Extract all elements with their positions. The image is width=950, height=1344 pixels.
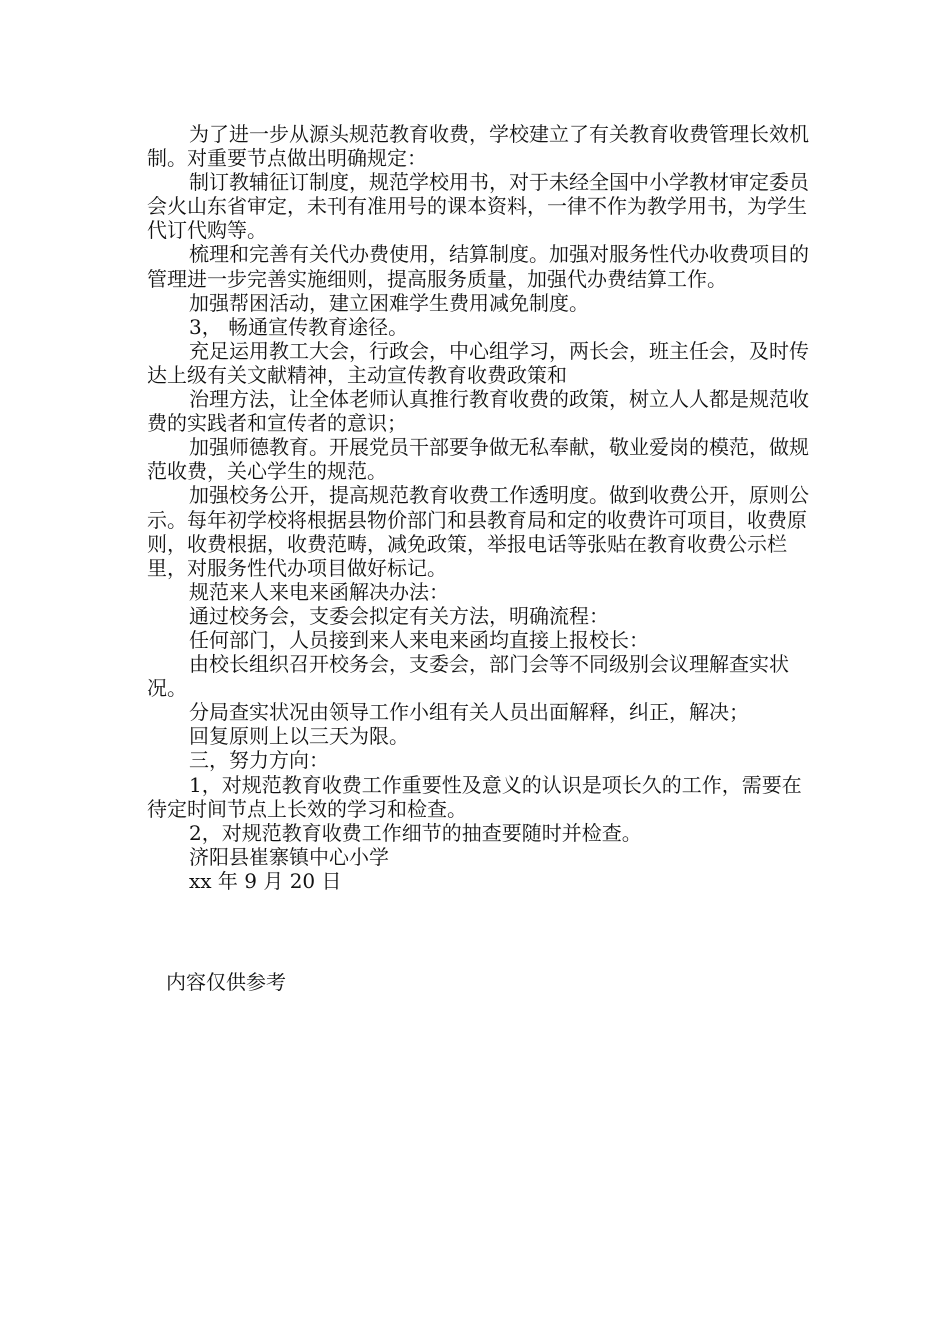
document-body: [147, 122, 819, 893]
paragraph-governance: 治理方法，让全体老师认真推行教育收费的政策，树立人人都是规范收费的实践者和宣传者的意识；: [147, 387, 809, 436]
paragraph-transparency: 加强校务公开，提高规范教育收费工作透明度。做到收费公开，原则公示。每年初学校将根据县物价部门和县教育局和定的收费许可项目，收费原则，收费根据，收费范畴，减免政策，举报电话等张贴在教育收费公示栏里，对服务性代办项目做好标记。: [147, 483, 809, 580]
paragraph-inquiry-handling: 规范来人来电来函解决办法：: [189, 579, 449, 604]
paragraph-report-principal: 任何部门，人员接到来人来电来函均直接上报校长：: [189, 627, 649, 652]
paragraph-poverty-aid: 加强帮困活动，建立困难学生费用减免制度。: [189, 290, 589, 315]
paragraph-direction-1: 1，对规范教育收费工作重要性及意义的认识是项长久的工作，需要在待定时间节点上长效的学习和检查。: [147, 772, 802, 821]
paragraph-reply-deadline: 回复原则上以三天为限。: [189, 724, 409, 749]
paragraph-principal-meeting: 由校长组织召开校务会，支委会，部门会等不同级别会议理解查实状况。: [147, 652, 789, 701]
paragraph-textbook-ordering: 制订教辅征订制度，规范学校用书，对于未经全国中小学教材审定委员会火山东省审定，未刊有准用号的课本资料，一律不作为教学用书，为学生代订代购等。: [147, 170, 809, 243]
signature-school: 济阳县崔寨镇中心小学: [189, 844, 389, 869]
paragraph-section-heading-direction: 三，努力方向：: [189, 748, 329, 773]
paragraph-direction-2: 2，对规范教育收费工作细节的抽查要随时并检查。: [189, 820, 642, 845]
paragraph-meetings: 充足运用教工大会，行政会，中心组学习，两长会，班主任会，及时传达上级有关文献精神，主动宣传教育收费政策和: [147, 338, 809, 387]
paragraph-explanation: 分局查实状况由领导工作小组有关人员出面解释，纠正，解决；: [189, 700, 749, 725]
paragraph-section-3-heading: 3， 畅通宣传教育途径。: [189, 314, 409, 339]
paragraph-process: 通过校务会，支委会拟定有关方法，明确流程：: [189, 603, 609, 628]
paragraph-teacher-ethics: 加强师德教育。开展党员干部要争做无私奉献，敬业爱岗的模范，做规范收费，关心学生的规范。: [147, 435, 809, 484]
paragraph-agency-fees: 梳理和完善有关代办费使用，结算制度。加强对服务性代办收费项目的管理进一步完善实施细则，提高服务质量，加强代办费结算工作。: [147, 242, 809, 291]
signature-date: xx 年 9 月 20 日: [189, 868, 342, 893]
paragraph-intro: 为了进一步从源头规范教育收费，学校建立了有关教育收费管理长效机制。对重要节点做出明确规定：: [147, 122, 809, 171]
footer-note: 内容仅供参考: [166, 970, 286, 994]
